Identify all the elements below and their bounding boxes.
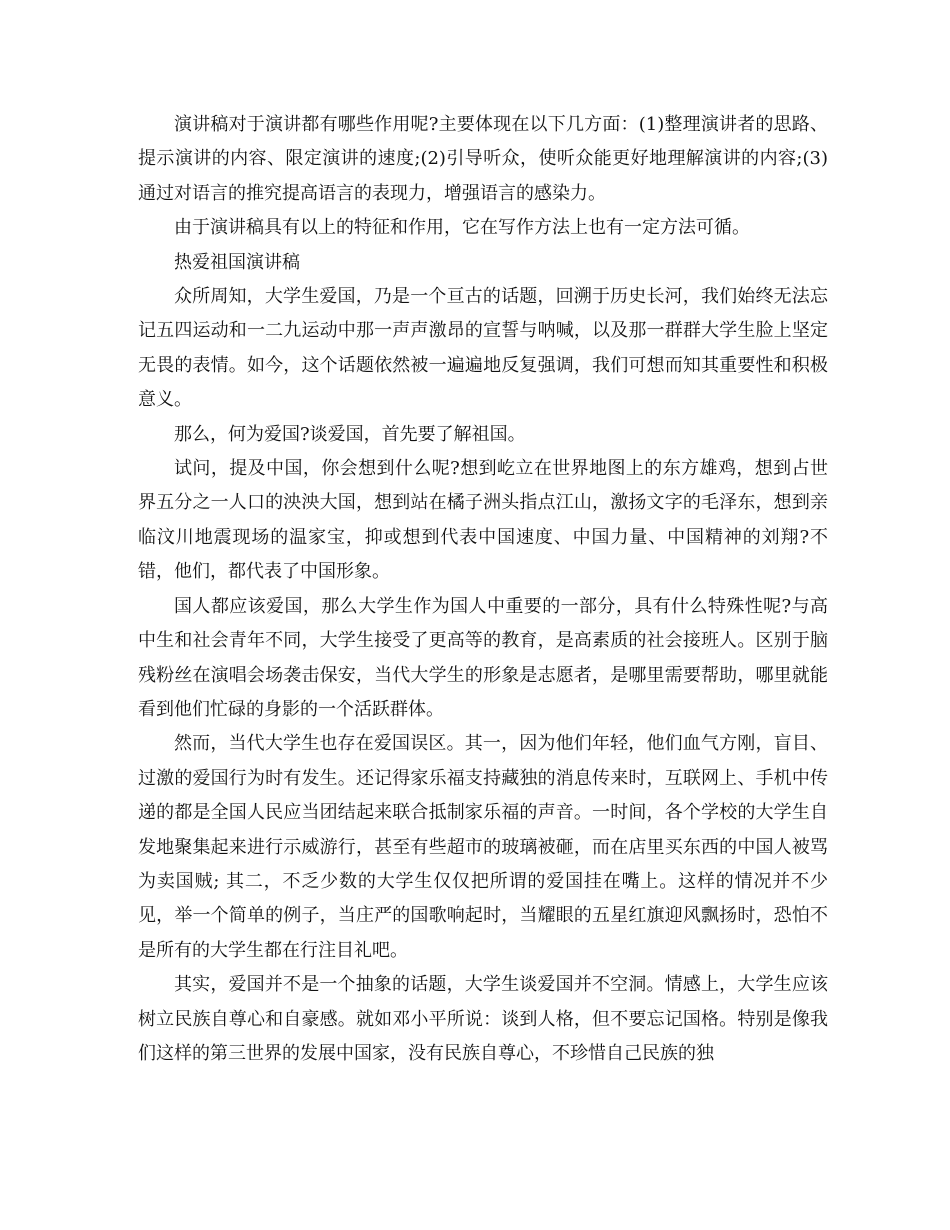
document-page [138,108,828,1071]
paragraph-students-role: 国人都应该爱国，那么大学生作为国人中重要的一部分，具有什么特殊性呢?与高中生和社会青年不同，大学生接受了更高等的教育，是高素质的社会接班人。区别于脑残粉丝在演唱会场袭击保安，当代大学生的形象是志愿者，是哪里需要帮助，哪里就能看到他们忙碌的身影的一个活跃群体。 [138,595,828,720]
paragraph-china-images: 试问，提及中国，你会想到什么呢?想到屹立在世界地图上的东方雄鸡，想到占世界五分之一人口的泱泱大国，想到站在橘子洲头指点江山，激扬文字的毛泽东，想到亲临汶川地震现场的温家宝，抑或想到代表中国速度、中国力量、中国精神的刘翔?不错，他们，都代表了中国形象。 [138,458,828,583]
paragraph-question: 那么，何为爱国?谈爱国，首先要了解祖国。 [174,423,526,445]
speech-title: 热爱祖国演讲稿 [174,251,300,273]
paragraph-intro: 众所周知，大学生爱国，乃是一个亘古的话题，回溯于历史长河，我们始终无法忘记五四运动和一二九运动中那一声声激昂的宣誓与呐喊，以及那一群群大学生脸上坚定无畏的表情。如今，这个话题依然被一遍遍地反复强调，我们可想而知其重要性和积极意义。 [138,286,828,411]
paragraph-misconceptions: 然而，当代大学生也存在爱国误区。其一，因为他们年轻，他们血气方刚，盲目、过激的爱国行为时有发生。还记得家乐福支持藏独的消息传来时，互联网上、手机中传递的都是全国人民应当团结起来联合抵制家乐福的声音。一时间，各个学校的大学生自发地聚集起来进行示威游行，甚至有些超市的玻璃被砸，而在店里买东西的中国人被骂为卖国贼; 其二，不乏少数的大学生仅仅把所谓的爱国挂在嘴上。这样的情况并不少见，举一个简单的例子，当庄严的国歌响起时，当耀眼的五星红旗迎风飘扬时，恐怕不是所有的大学生都在行注目礼吧。 [138,733,828,961]
paragraph-patriotism-practice: 其实，爱国并不是一个抽象的话题，大学生谈爱国并不空洞。情感上，大学生应该树立民族自尊心和自豪感。就如邓小平所说：谈到人格，但不要忘记国格。特别是像我们这样的第三世界的发展中国家，没有民族自尊心，不珍惜自己民族的独 [138,974,828,1064]
paragraph-writing-method: 由于演讲稿具有以上的特征和作用，它在写作方法上也有一定方法可循。 [174,217,750,239]
paragraph-speech-purpose: 演讲稿对于演讲都有哪些作用呢?主要体现在以下几方面：(1)整理演讲者的思路、提示演讲的内容、限定演讲的速度;(2)引导听众，使听众能更好地理解演讲的内容;(3)通过对语言的推究提高语言的表现力，增强语言的感染力。 [138,114,828,204]
